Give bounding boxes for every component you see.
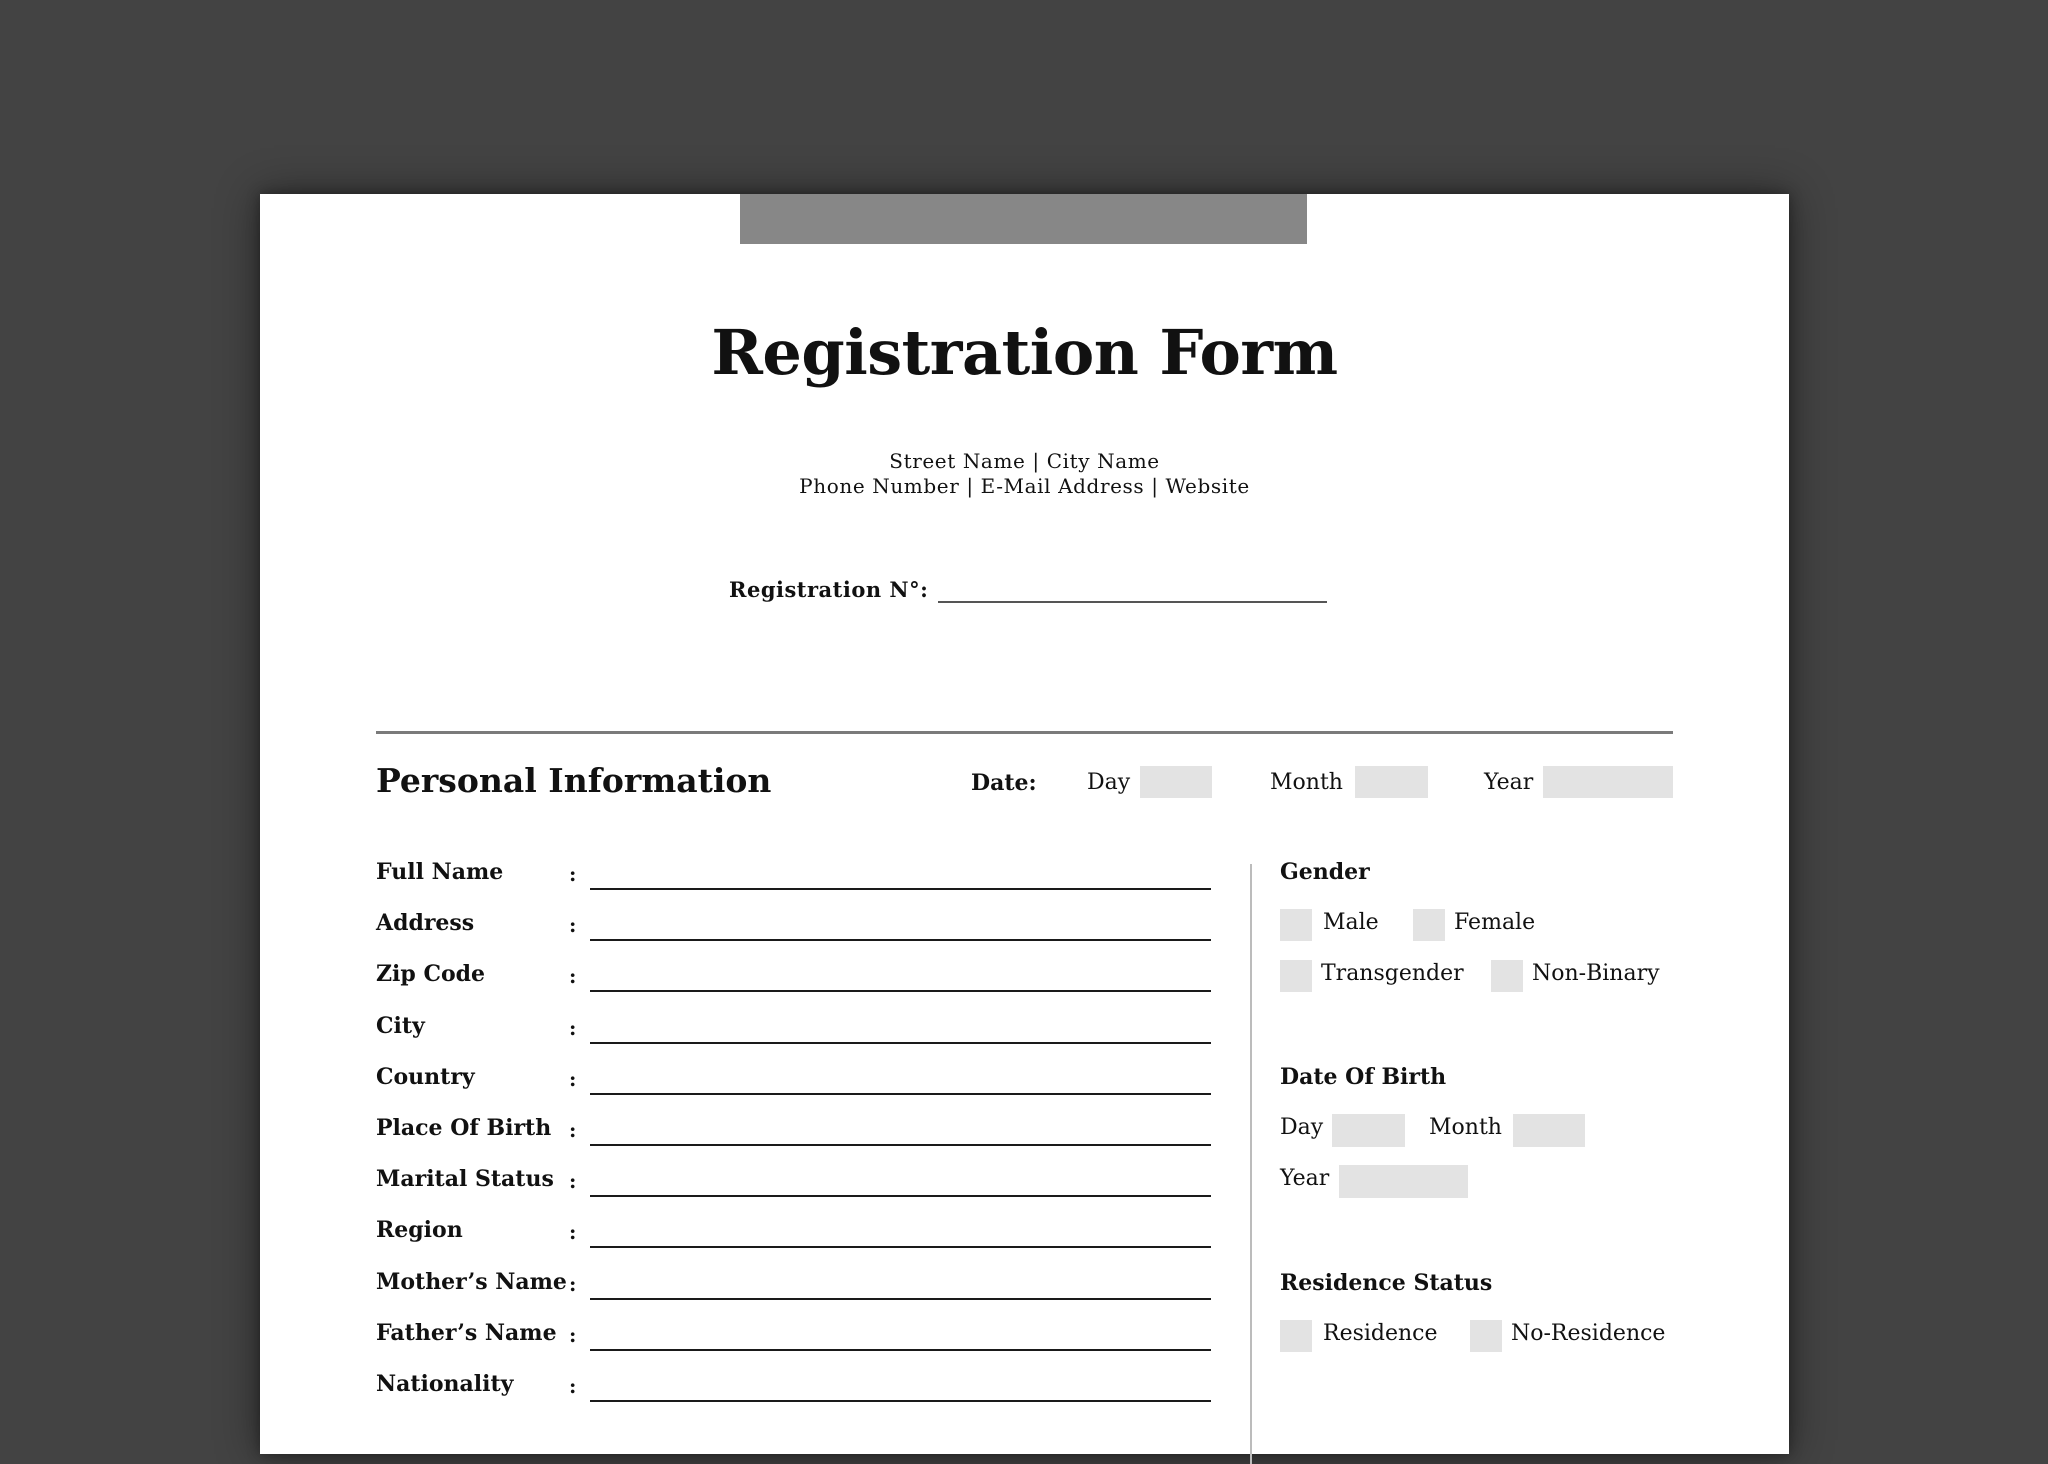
form-page <box>260 194 1789 1454</box>
section-title: Personal Information <box>376 761 772 800</box>
dob-month-field[interactable] <box>1513 1114 1585 1147</box>
section-divider <box>376 731 1673 734</box>
field-label: Country <box>376 1064 475 1090</box>
column-divider <box>1250 864 1252 1464</box>
field-label: Region <box>376 1217 463 1243</box>
field-colon: : <box>569 1169 577 1193</box>
contact-details-line: Phone Number | E-Mail Address | Website <box>799 474 1250 498</box>
field-colon: : <box>569 1272 577 1296</box>
date-year-field[interactable] <box>1543 766 1673 798</box>
gender-female-label: Female <box>1454 910 1536 935</box>
field-input-line[interactable] <box>590 990 1211 992</box>
form-title: Registration Form <box>711 316 1338 389</box>
dob-heading: Date Of Birth <box>1280 1064 1447 1090</box>
field-label: Full Name <box>376 859 504 885</box>
dob-day-field[interactable] <box>1332 1114 1405 1147</box>
date-year-label: Year <box>1484 770 1534 795</box>
field-label: Mother’s Name <box>376 1269 567 1295</box>
field-colon: : <box>569 1374 577 1398</box>
dob-month-label: Month <box>1429 1115 1502 1140</box>
gender-nonbinary-label: Non-Binary <box>1532 961 1660 986</box>
field-label: Address <box>376 910 475 936</box>
field-input-line[interactable] <box>590 1298 1211 1300</box>
residence-checkbox[interactable] <box>1280 1320 1312 1352</box>
gender-male-checkbox[interactable] <box>1280 909 1312 941</box>
field-input-line[interactable] <box>590 939 1211 941</box>
field-input-line[interactable] <box>590 1349 1211 1351</box>
field-colon: : <box>569 1067 577 1091</box>
gender-nonbinary-checkbox[interactable] <box>1491 960 1523 992</box>
registration-number-label: Registration N°: <box>729 577 929 602</box>
gender-male-label: Male <box>1323 910 1379 935</box>
no-residence-label: No-Residence <box>1511 1321 1666 1346</box>
field-label: Marital Status <box>376 1166 554 1192</box>
field-colon: : <box>569 964 577 988</box>
field-colon: : <box>569 1323 577 1347</box>
header-tab-bar <box>740 194 1307 244</box>
contact-address-line: Street Name | City Name <box>889 449 1160 473</box>
field-colon: : <box>569 913 577 937</box>
dob-day-label: Day <box>1280 1115 1324 1140</box>
field-label: City <box>376 1013 425 1039</box>
date-month-label: Month <box>1270 770 1343 795</box>
no-residence-checkbox[interactable] <box>1470 1320 1502 1352</box>
field-input-line[interactable] <box>590 1093 1211 1095</box>
field-input-line[interactable] <box>590 1195 1211 1197</box>
date-day-field[interactable] <box>1140 766 1212 798</box>
field-input-line[interactable] <box>590 1246 1211 1248</box>
field-colon: : <box>569 862 577 886</box>
field-input-line[interactable] <box>590 1042 1211 1044</box>
date-label: Date: <box>971 770 1037 796</box>
residence-status-heading: Residence Status <box>1280 1270 1493 1296</box>
gender-heading: Gender <box>1280 859 1370 885</box>
date-day-label: Day <box>1087 770 1131 795</box>
field-colon: : <box>569 1118 577 1142</box>
gender-transgender-label: Transgender <box>1321 961 1464 986</box>
field-label: Zip Code <box>376 961 486 987</box>
residence-label: Residence <box>1323 1321 1438 1346</box>
gender-female-checkbox[interactable] <box>1413 909 1445 941</box>
registration-number-field[interactable] <box>938 601 1327 603</box>
field-input-line[interactable] <box>590 1144 1211 1146</box>
field-label: Nationality <box>376 1371 514 1397</box>
field-label: Place Of Birth <box>376 1115 552 1141</box>
field-colon: : <box>569 1016 577 1040</box>
field-input-line[interactable] <box>590 1400 1211 1402</box>
field-label: Father’s Name <box>376 1320 557 1346</box>
dob-year-label: Year <box>1280 1166 1330 1191</box>
field-input-line[interactable] <box>590 888 1211 890</box>
field-colon: : <box>569 1220 577 1244</box>
dob-year-field[interactable] <box>1339 1165 1468 1198</box>
date-month-field[interactable] <box>1355 766 1428 798</box>
gender-transgender-checkbox[interactable] <box>1280 960 1312 992</box>
